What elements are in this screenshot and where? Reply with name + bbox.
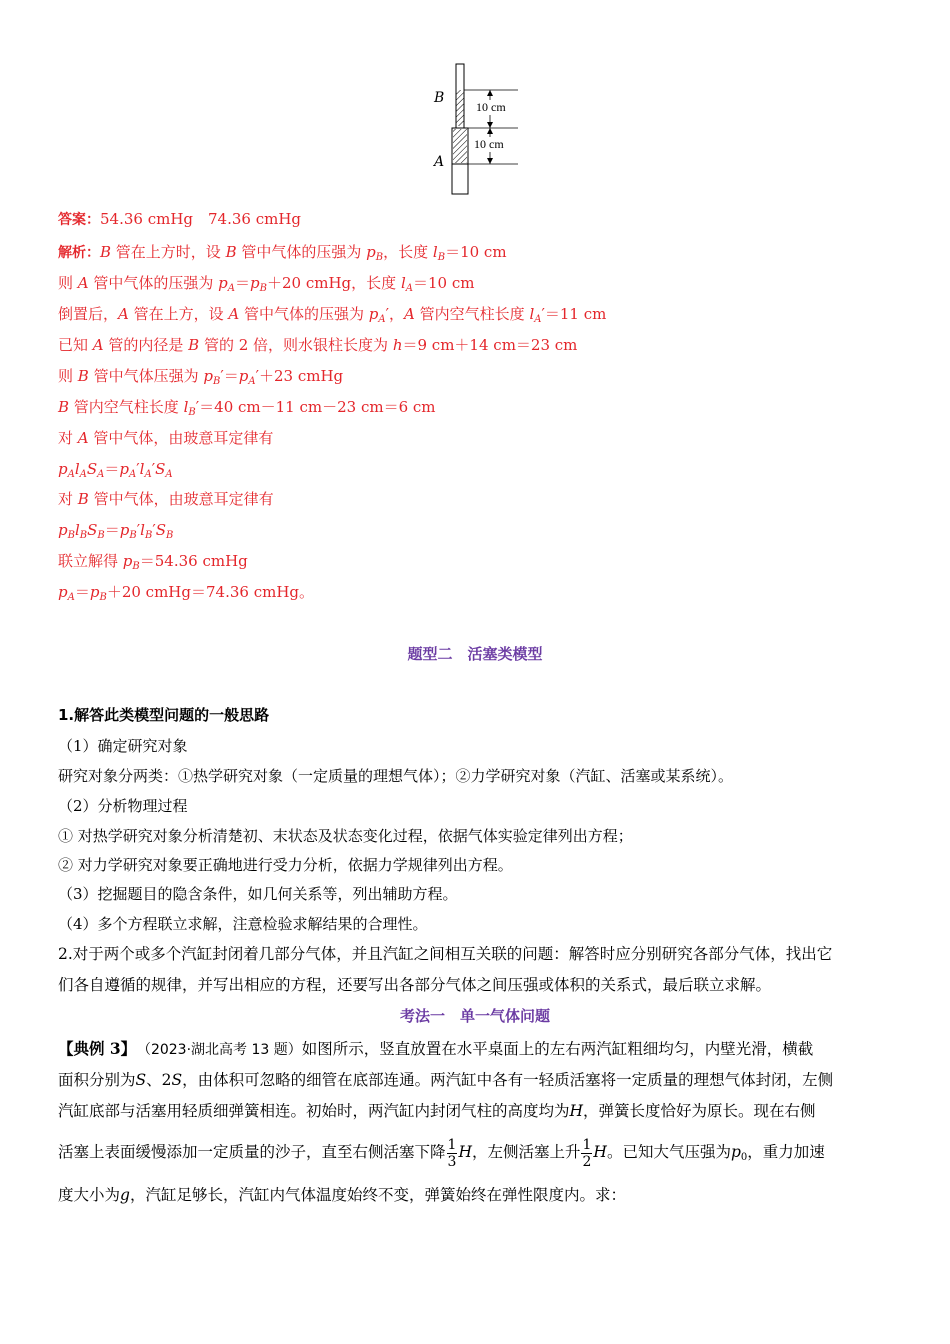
analysis-line-2: 则 A 管中气体的压强为 $p_A=p_B+20$ cmHg，长度 $l_A=10$ cm (58, 274, 475, 294)
analysis-line-4: 已知 A 管的内径是 B 管的 2 倍，则水银柱长度为 h＝9 cm＋14 cm＝23 cm (58, 336, 578, 354)
analysis-line-1 (58, 242, 507, 268)
example-line-4: 活塞上表面缓慢添加一定质量的沙子，直至右侧活塞下降 $\frac{1}{3}$ H，左侧活塞上升 $\frac{1}{2}$ H。已知大气压强为$p_0$，重力加速 (58, 1136, 825, 1170)
analysis-line-5: 则 B 管中气体压强为 $p_B'=p_A'+23$ cmHg (58, 367, 344, 387)
example-line-1 (58, 1039, 813, 1060)
dim-label-bottom: 10 cm (474, 137, 504, 151)
method-step3: （3）挖掘题目的隐含条件，如几何关系等，列出辅助方程。 (58, 885, 458, 903)
section-title: 题型二 活塞类模型 (407, 645, 543, 663)
method1-title: 考法一 单一气体问题 (399, 1007, 550, 1025)
analysis-line-12: $p_A=p_B+20$ cmHg＝74.36 cmHg。 (58, 583, 315, 603)
analysis-line-9: 对 B 管中气体，由玻意耳定律有 (58, 490, 274, 508)
mercury-a (453, 129, 467, 163)
example-line-2: 面积分别为S、2S，由体积可忽略的细管在底部连通。两汽缸中各有一轻质活塞将一定质量的理想气体封闭，左侧 (58, 1071, 834, 1089)
analysis-line-6: B 管内空气柱长度 $l_B'=40$ cm－11 cm－23 cm＝6 cm (58, 398, 436, 418)
fraction-one-half: $\frac{1}{2}$ (582, 1136, 592, 1170)
example-line-3: 汽缸底部与活塞用轻质细弹簧相连。初始时，两汽缸内封闭气柱的高度均为H，弹簧长度恰好为原长。现在右侧 (58, 1102, 816, 1120)
answer-values: 54.36 cmHg 74.36 cmHg (100, 210, 302, 228)
analysis-line-11: 联立解得 $p_B=54.36$ cmHg (58, 552, 248, 572)
label-b: B (434, 90, 445, 106)
fraction-one-third: $\frac{1}{3}$ (447, 1136, 457, 1170)
answer-label: 答案： (58, 212, 100, 228)
method-point2-line1: 2.对于两个或多个汽缸封闭着几部分气体，并且汽缸之间相互关联的问题：解答时应分别研究各部分气体，找出它 (58, 945, 833, 963)
analysis-label: 解析： (58, 245, 100, 261)
method-step2-b: ② 对力学研究对象要正确地进行受力分析，依据力学规律列出方程。 (58, 856, 513, 874)
dim-label-top: 10 cm (476, 100, 506, 114)
analysis-line-10: $p_Bl_BS_B=p_B'l_B'S_B$ (58, 521, 174, 541)
tube-figure (428, 60, 528, 204)
method-step4: （4）多个方程联立求解，注意检验求解结果的合理性。 (58, 915, 428, 933)
analysis-line-7: 对 A 管中气体，由玻意耳定律有 (58, 429, 274, 447)
example-text-1: 如图所示，竖直放置在水平桌面上的左右两汽缸粗细均匀，内壁光滑，横截 (301, 1040, 814, 1058)
analysis-line-3: 倒置后，A 管在上方，设 A 管中气体的压强为 $p_A'$，A 管内空气柱长度 $l_A'=11$ cm (58, 305, 607, 325)
method-step2-a: ① 对热学研究对象分析清楚初、末状态及状态变化过程，依据气体实验定律列出方程； (58, 827, 633, 845)
answer-line (58, 209, 301, 230)
method-step1: （1）确定研究对象 (58, 737, 188, 755)
example-source: （2023·湖北高考 13 题） (143, 1042, 302, 1058)
analysis-line-8: $p_Al_AS_A=p_A'l_A'S_A$ (58, 460, 173, 480)
method-point2-line2: 们各自遵循的规律，并写出相应的方程，还要写出各部分气体之间压强或体积的关系式，最后联立求解。 (58, 976, 772, 994)
method-step2: （2）分析物理过程 (58, 797, 188, 815)
tube-diagram (428, 60, 528, 200)
method-step1-detail: 研究对象分两类：①热学研究对象（一定质量的理想气体）；②力学研究对象（汽缸、活塞或某系统）。 (58, 767, 734, 785)
mercury-b (456, 90, 464, 126)
analysis-text-1: B 管在上方时，设 B 管中气体的压强为 $p_B$，长度 $l_B=10$ cm (100, 243, 507, 263)
example-line-5: 度大小为g，汽缸足够长，汽缸内气体温度始终不变，弹簧始终在弹性限度内。求： (58, 1186, 626, 1204)
example-tag: 【典例 3】 (58, 1039, 129, 1058)
label-a: A (434, 154, 445, 170)
method-heading: 1.解答此类模型问题的一般思路 (58, 706, 270, 724)
